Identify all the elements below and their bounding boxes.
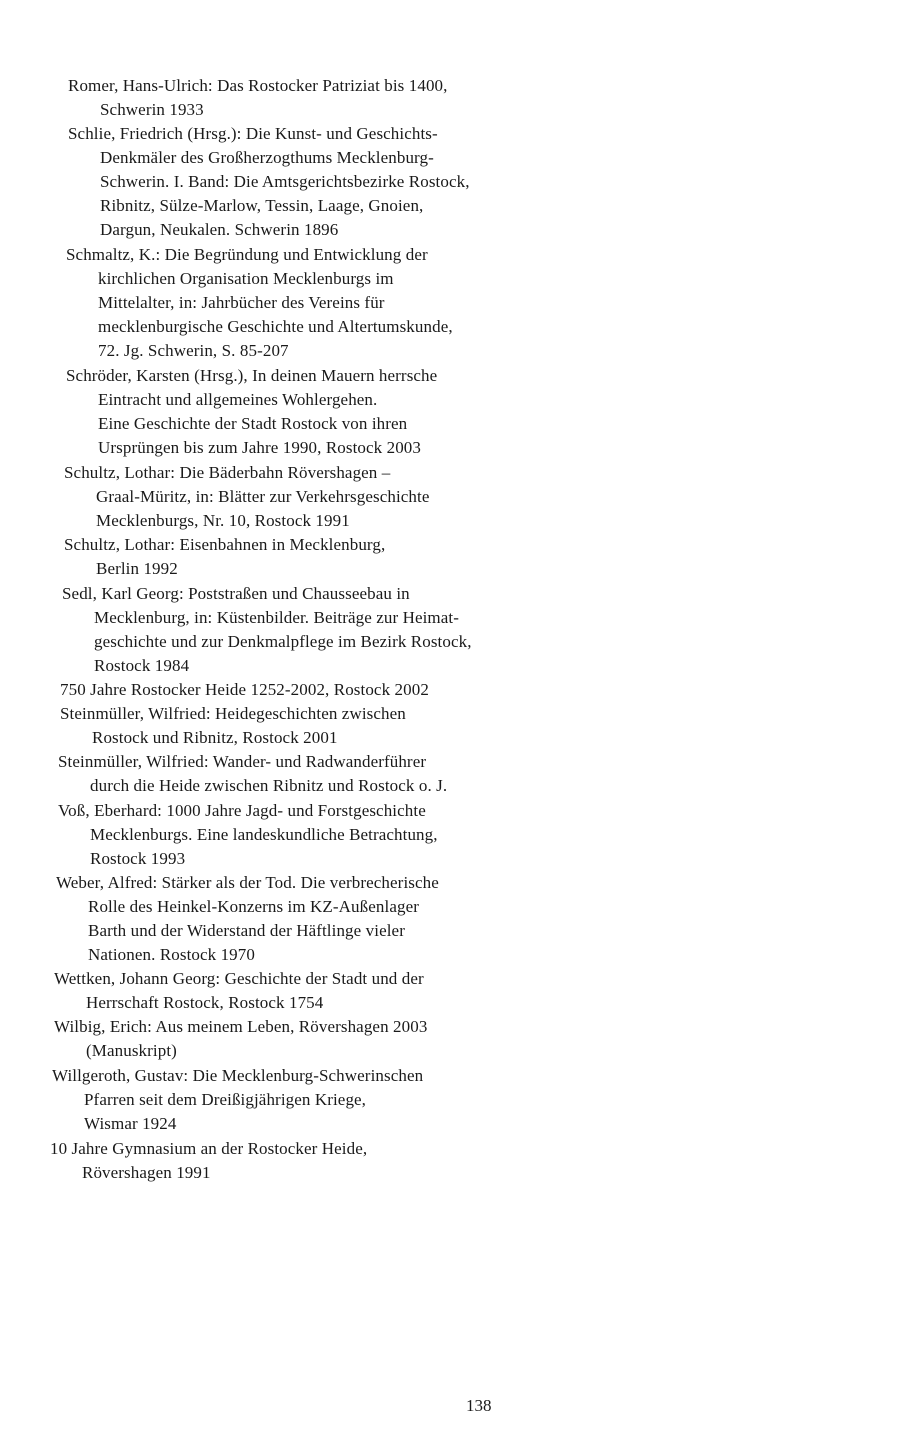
entry-line: Schwerin. I. Band: Die Amtsgerichtsbezirke Rostock, bbox=[100, 172, 470, 191]
entry-line: Rövershagen 1991 bbox=[82, 1163, 211, 1182]
entry-line: Voß, Eberhard: 1000 Jahre Jagd- und Forstgeschichte bbox=[58, 801, 426, 820]
bibliography-entry-wettken bbox=[54, 967, 424, 1015]
bibliography-entry-sedl bbox=[62, 582, 472, 678]
entry-line: kirchlichen Organisation Mecklenburgs im bbox=[98, 269, 394, 288]
entry-line: durch die Heide zwischen Ribnitz und Rostock o. J. bbox=[90, 776, 448, 795]
entry-line: mecklenburgische Geschichte und Altertumskunde, bbox=[98, 317, 453, 336]
entry-line: Barth und der Widerstand der Häftlinge vieler bbox=[88, 921, 405, 940]
bibliography-entry-voss bbox=[58, 799, 438, 871]
bibliography-entry-schmaltz bbox=[66, 243, 453, 363]
entry-line: Nationen. Rostock 1970 bbox=[88, 945, 255, 964]
entry-line: 750 Jahre Rostocker Heide 1252-2002, Rostock 2002 bbox=[60, 680, 429, 699]
entry-line: Mecklenburgs. Eine landeskundliche Betrachtung, bbox=[90, 825, 438, 844]
entry-line: Schmaltz, K.: Die Begründung und Entwicklung der bbox=[66, 245, 428, 264]
entry-line: Rolle des Heinkel-Konzerns im KZ-Außenlager bbox=[88, 897, 419, 916]
bibliography-entry-steinmueller-heidegeschichten bbox=[60, 702, 406, 750]
bibliography-entry-romer bbox=[68, 74, 448, 122]
entry-line: Romer, Hans-Ulrich: Das Rostocker Patriziat bis 1400, bbox=[68, 76, 448, 95]
entry-line: Wismar 1924 bbox=[84, 1114, 177, 1133]
bibliography-entry-schultz-eisenbahnen bbox=[64, 533, 385, 581]
entry-line: Mecklenburgs, Nr. 10, Rostock 1991 bbox=[96, 511, 350, 530]
bibliography-entry-steinmueller-wanderfuehrer bbox=[58, 750, 447, 798]
entry-line: (Manuskript) bbox=[86, 1041, 177, 1060]
entry-line: Weber, Alfred: Stärker als der Tod. Die verbrecherische bbox=[56, 873, 439, 892]
entry-line: 10 Jahre Gymnasium an der Rostocker Heide, bbox=[50, 1139, 368, 1158]
entry-line: Wilbig, Erich: Aus meinem Leben, Rövershagen 2003 bbox=[54, 1017, 428, 1036]
entry-line: Eintracht und allgemeines Wohlergehen. bbox=[98, 390, 378, 409]
entry-line: Sedl, Karl Georg: Poststraßen und Chausseebau in bbox=[62, 584, 410, 603]
entry-line: 72. Jg. Schwerin, S. 85-207 bbox=[98, 341, 289, 360]
bibliography-entry-10-jahre bbox=[50, 1137, 367, 1185]
entry-line: Graal-Müritz, in: Blätter zur Verkehrsgeschichte bbox=[96, 487, 430, 506]
entry-line: Willgeroth, Gustav: Die Mecklenburg-Schwerinschen bbox=[52, 1066, 424, 1085]
entry-line: Herrschaft Rostock, Rostock 1754 bbox=[86, 993, 324, 1012]
entry-line: Ursprüngen bis zum Jahre 1990, Rostock 2003 bbox=[98, 438, 422, 457]
entry-line: geschichte und zur Denkmalpflege im Bezirk Rostock, bbox=[94, 632, 472, 651]
bibliography-entry-schlie bbox=[68, 122, 470, 242]
bibliography-entry-willgeroth bbox=[52, 1064, 423, 1136]
page-number: 138 bbox=[466, 1396, 492, 1415]
bibliography-entry-750-jahre bbox=[60, 678, 429, 702]
bibliography-entry-schroeder bbox=[66, 364, 437, 460]
entry-line: Schlie, Friedrich (Hrsg.): Die Kunst- und Geschichts- bbox=[68, 124, 438, 143]
entry-line: Schröder, Karsten (Hrsg.), In deinen Mauern herrsche bbox=[66, 366, 438, 385]
entry-line: Dargun, Neukalen. Schwerin 1896 bbox=[100, 220, 339, 239]
entry-line: Berlin 1992 bbox=[96, 559, 178, 578]
entry-line: Rostock und Ribnitz, Rostock 2001 bbox=[92, 728, 338, 747]
entry-line: Ribnitz, Sülze-Marlow, Tessin, Laage, Gnoien, bbox=[100, 196, 424, 215]
entry-line: Rostock 1993 bbox=[90, 849, 186, 868]
entry-line: Mittelalter, in: Jahrbücher des Vereins für bbox=[98, 293, 385, 312]
entry-line: Pfarren seit dem Dreißigjährigen Kriege, bbox=[84, 1090, 367, 1109]
entry-line: Rostock 1984 bbox=[94, 656, 190, 675]
entry-line: Schwerin 1933 bbox=[100, 100, 204, 119]
entry-line: Steinmüller, Wilfried: Wander- und Radwanderführer bbox=[58, 752, 427, 771]
bibliography-entry-wilbig bbox=[54, 1015, 427, 1063]
entry-line: Wettken, Johann Georg: Geschichte der Stadt und der bbox=[54, 969, 424, 988]
entry-line: Schultz, Lothar: Eisenbahnen in Mecklenburg, bbox=[64, 535, 386, 554]
bibliography-entry-weber bbox=[56, 871, 439, 967]
entry-line: Eine Geschichte der Stadt Rostock von ihren bbox=[98, 414, 408, 433]
bibliography-entry-schultz-baederbahn bbox=[64, 461, 430, 533]
entry-line: Schultz, Lothar: Die Bäderbahn Rövershagen – bbox=[64, 463, 391, 482]
entry-line: Steinmüller, Wilfried: Heidegeschichten zwischen bbox=[60, 704, 406, 723]
entry-line: Denkmäler des Großherzogthums Mecklenburg- bbox=[100, 148, 434, 167]
entry-line: Mecklenburg, in: Küstenbilder. Beiträge zur Heimat- bbox=[94, 608, 459, 627]
